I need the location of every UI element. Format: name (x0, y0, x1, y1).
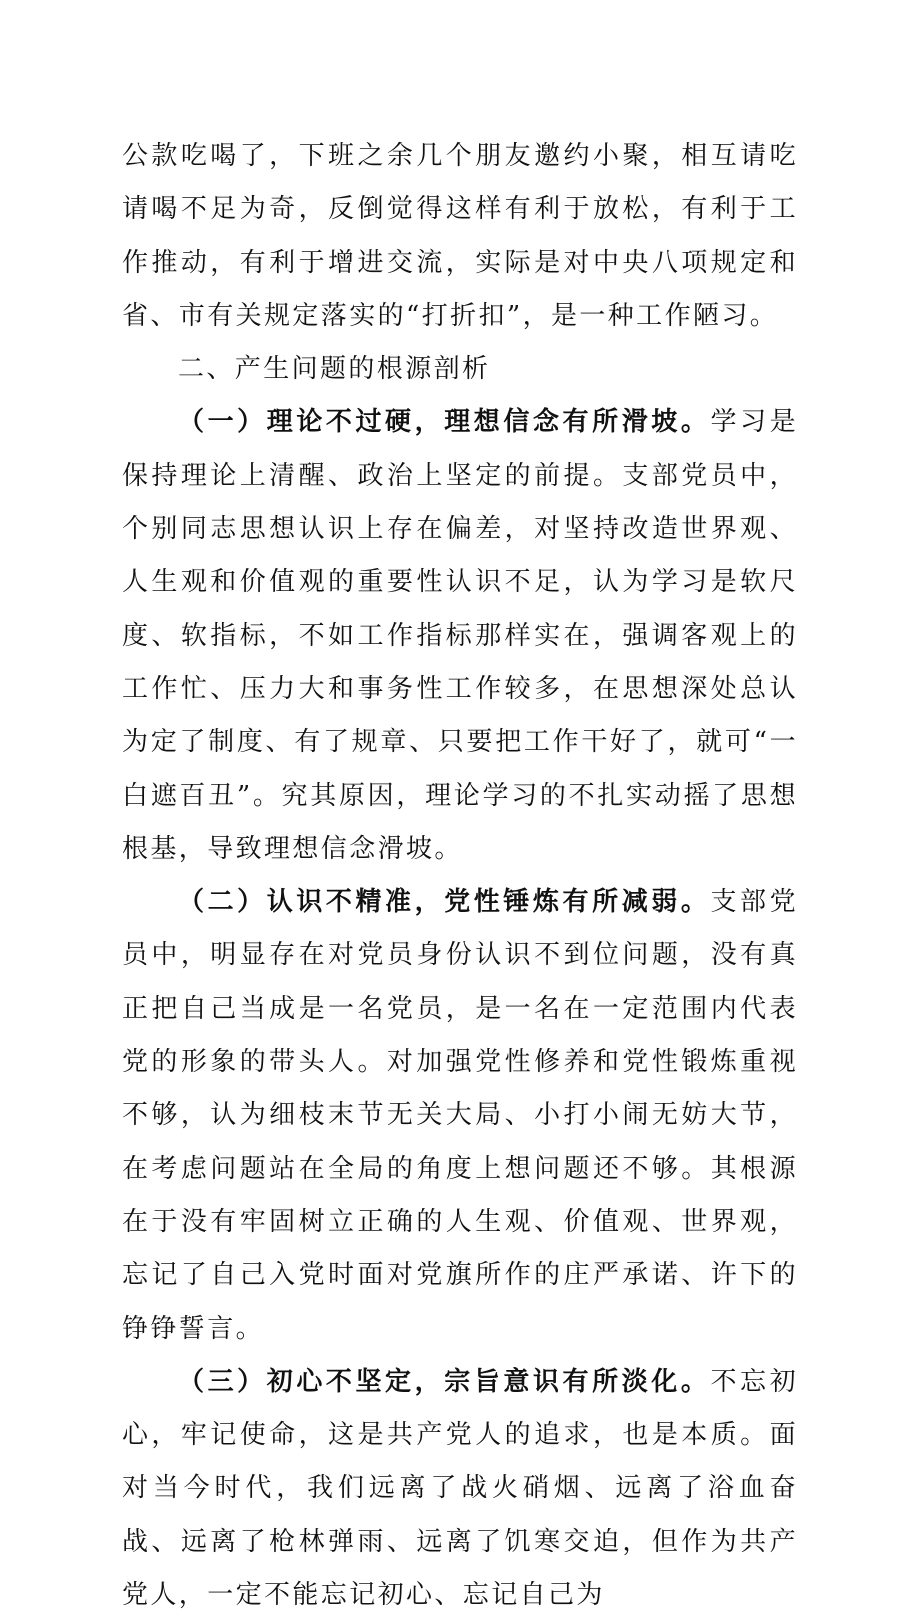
paragraph-lead-bold: （二）认识不精准，党性锤炼有所减弱。 (178, 887, 711, 918)
section-heading (122, 343, 798, 396)
paragraph-text: 公款吃喝了，下班之余几个朋友邀约小聚，相互请吃请喝不足为奇，反倒觉得这样有利于放松，有利于工作推动，有利于增进交流，实际是对中央八项规定和省、市有关规定落实的“打折扣”，是一种工作陋习。 (122, 141, 798, 331)
paragraph-item-3 (122, 1356, 798, 1622)
paragraph-text: 学习是保持理论上清醒、政治上坚定的前提。支部党员中，个别同志思想认识上存在偏差，对坚持改造世界观、人生观和价值观的重要性认识不足，认为学习是软尺度、软指标，不如工作指标那样实在，强调客观上的工作忙、压力大和事务性工作较多，在思想深处总认为定了制度、有了规章、只要把工作干好了，就可“一白遮百丑”。究其原因，理论学习的不扎实动摇了思想根基，导致理想信念滑坡。 (122, 407, 798, 864)
paragraph-item-1 (122, 396, 798, 876)
document-body (122, 130, 798, 1622)
paragraph-lead-bold: （三）初心不坚定，宗旨意识有所淡化。 (178, 1366, 711, 1397)
paragraph-lead-bold: （一）理论不过硬，理想信念有所滑坡。 (178, 407, 711, 438)
paragraph-text: 支部党员中，明显存在对党员身份认识不到位问题，没有真正把自己当成是一名党员，是一名在一定范围内代表党的形象的带头人。对加强党性修养和党性锻炼重视不够，认为细枝末节无关大局、小打小闹无妨大节，在考虑问题站在全局的角度上想问题还不够。其根源在于没有牢固树立正确的人生观、价值观、世界观，忘记了自己入党时面对党旗所作的庄严承诺、许下的铮铮誓言。 (122, 887, 798, 1344)
paragraph-item-2 (122, 876, 798, 1356)
paragraph-text: 不忘初心，牢记使命，这是共产党人的追求，也是本质。面对当今时代，我们远离了战火硝烟、远离了浴血奋战、远离了枪林弹雨、远离了饥寒交迫，但作为共产党人，一定不能忘记初心、忘记自己为 (122, 1366, 798, 1611)
paragraph-continued (122, 130, 798, 343)
section-heading-text: 二、产生问题的根源剖析 (178, 354, 491, 385)
